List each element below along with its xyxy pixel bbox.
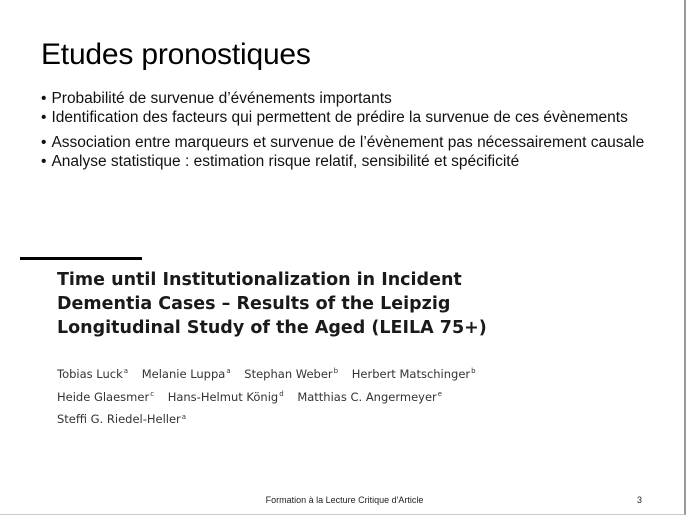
footer-text: Formation à la Lecture Critique d'Article (265, 495, 424, 505)
affiliation-mark: a (226, 367, 231, 375)
author-line (57, 361, 617, 384)
bullet-item-analyse (41, 152, 661, 171)
page-number: 3 (637, 495, 643, 505)
author-name: Tobias Luck (57, 366, 123, 381)
author-line (57, 407, 617, 430)
bullet-text: Association entre marqueurs et survenue de l’évènement pas nécessairement causale (51, 134, 645, 151)
affiliation-mark: c (150, 389, 155, 398)
author (57, 412, 186, 426)
affiliation-mark: a (181, 412, 187, 421)
paper-title (57, 268, 577, 340)
author (352, 367, 476, 381)
bullet-marker: • (41, 90, 47, 107)
affiliation-mark: e (437, 389, 443, 398)
bullet-marker: • (41, 134, 47, 151)
author (297, 390, 442, 404)
author-name: Melanie Luppa (141, 366, 226, 381)
paper-title-line: Dementia Cases – Results of the Leipzig (57, 294, 451, 314)
paper-title-line: Longitudinal Study of the Aged (LEILA 75+) (57, 318, 487, 338)
bullet-text: Probabilité de survenue d’événements importants (51, 90, 392, 107)
author-name: Heide Glaesmer (57, 389, 150, 404)
author (57, 390, 154, 404)
bullet-marker: • (41, 109, 47, 126)
affiliation-mark: d (279, 389, 284, 398)
bullet-text: Identification des facteurs qui permettent de prédire la survenue de ces évènements (51, 109, 628, 126)
section-divider (20, 257, 142, 260)
author-line (57, 384, 617, 407)
author-name: Hans-Helmut König (167, 389, 279, 404)
bullet-list (41, 89, 661, 171)
author-name: Matthias C. Angermeyer (297, 389, 437, 404)
affiliation-mark: b (471, 367, 476, 375)
author (142, 367, 231, 381)
affiliation-mark: b (333, 367, 339, 375)
affiliation-mark: a (123, 367, 129, 375)
author-list (57, 361, 617, 429)
author (168, 390, 284, 404)
bullet-text: Analyse statistique : estimation risque relatif, sensibilité et spécificité (51, 153, 520, 170)
author-name: Herbert Matschinger (351, 366, 471, 381)
slide-title: Etudes pronostiques (41, 38, 311, 71)
bullet-item-association (41, 133, 661, 152)
bullet-marker: • (41, 153, 47, 170)
paper-title-line: Time until Institutionalization in Incident (57, 270, 462, 290)
author-name: Steffi G. Riedel-Heller (57, 412, 181, 427)
bullet-item-probabilite (41, 89, 661, 108)
author-name: Stephan Weber (244, 366, 333, 381)
bullet-item-identification (41, 108, 661, 127)
author (57, 367, 128, 381)
author (244, 367, 338, 381)
